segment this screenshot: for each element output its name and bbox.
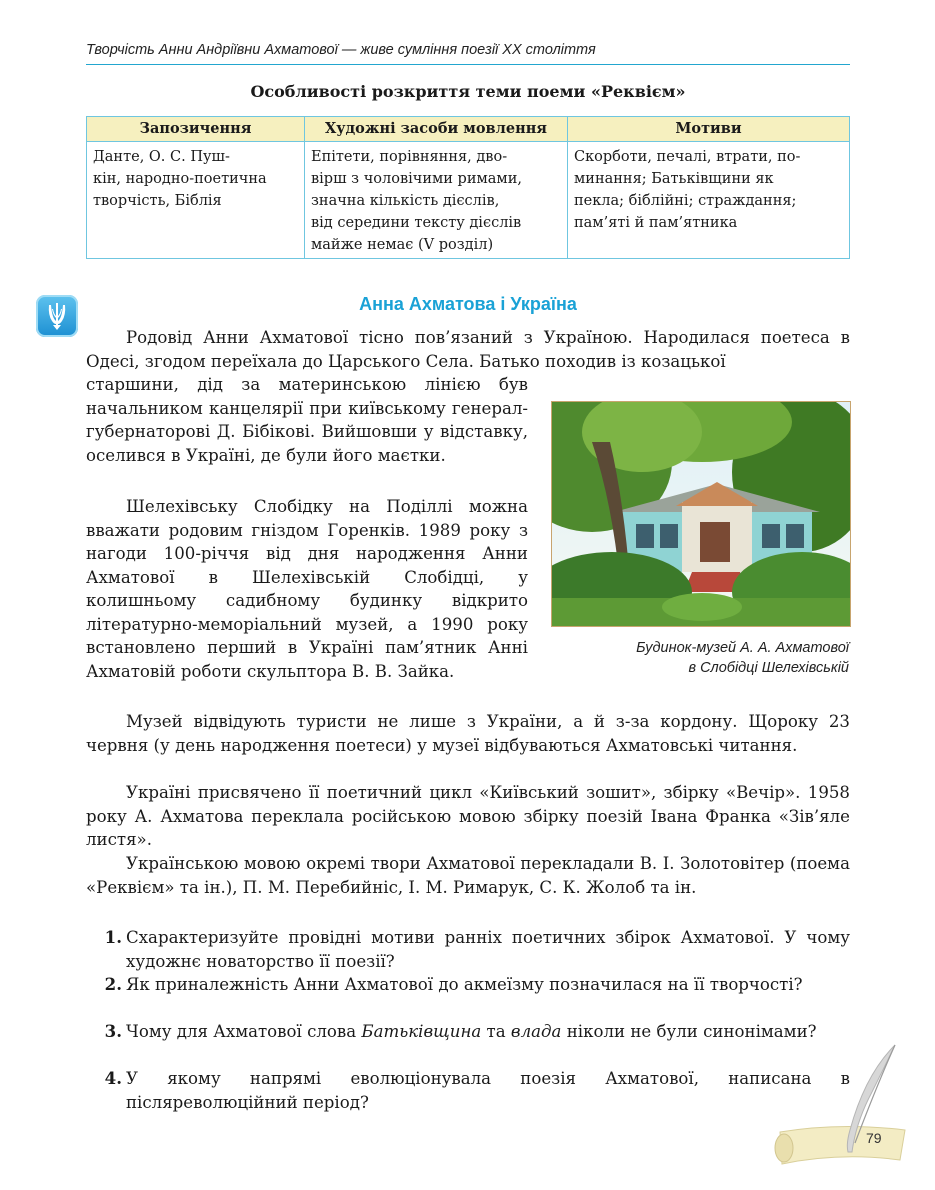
question-emphasis: влада xyxy=(510,1022,562,1041)
question-text-part: Чому для Ахматової слова xyxy=(126,1022,362,1041)
section-heading: Анна Ахматова і Україна xyxy=(359,294,577,314)
quill-scroll-icon xyxy=(770,1040,920,1170)
table-row xyxy=(87,142,850,259)
table-header-cell: Запозичення xyxy=(87,117,305,142)
paragraph-1: Родовід Анни Ахматової тісно пов’язаний з Україною. Народилася поетеса в Одесі, згодом переїхала до Царського Села. Батько походив із козацької xyxy=(86,328,850,371)
photo-caption xyxy=(551,638,849,678)
features-table xyxy=(86,116,850,259)
page-number: 79 xyxy=(866,1130,882,1146)
running-header: Творчість Анни Андріївни Ахматової — живе сумління поезії ХХ століття xyxy=(86,42,850,65)
photo-caption-line-2: в Слобідці Шелехівській xyxy=(688,660,849,676)
table-cell: Данте, О. С. Пуш- кін, народно-поетична творчість, Біблія xyxy=(87,142,305,259)
question-number: 2. xyxy=(104,974,122,994)
question-emphasis: Батьківщина xyxy=(361,1022,482,1041)
museum-house-photo xyxy=(551,401,851,627)
table-header-row xyxy=(87,117,850,142)
question-number: 3. xyxy=(104,1021,122,1041)
question-text xyxy=(126,1020,850,1044)
question-item xyxy=(100,926,850,973)
table-header-cell: Мотиви xyxy=(568,117,850,142)
question-text: Схарактеризуйте провідні мотиви ранніх поетичних збірок Ахматової. У чому художнє новаторство її поезії? xyxy=(126,928,850,971)
table-cell: Скорботи, печалі, втрати, по- минання; Батьківщини як пекла; біблійні; страждання; пам’яті й пам’ятника xyxy=(568,142,850,259)
paragraph-3: Музей відвідують туристи не лише з України, а й з-за кордону. Щороку 23 червня (у день народження поетеси) у музеї відбуваються Ахматовські читання. xyxy=(86,712,850,755)
question-text: Як приналежність Анни Ахматової до акмеїзму позначилася на її творчості? xyxy=(126,975,803,994)
question-item xyxy=(100,1067,850,1114)
table-header-cell: Художні засоби мовлення xyxy=(305,117,568,142)
question-number: 4. xyxy=(104,1068,122,1088)
question-text-part: ніколи не були синонімами? xyxy=(561,1022,817,1041)
question-item xyxy=(100,973,850,997)
question-text: У якому напрямі еволюціонувала поезія Ахматової, написана в післяреволюційний період? xyxy=(126,1069,850,1112)
table-title: Особливості розкриття теми поеми «Реквієм» xyxy=(250,82,686,101)
ukraine-trident-icon xyxy=(36,295,78,337)
photo-caption-line-1: Будинок-музей А. А. Ахматової xyxy=(636,640,849,656)
paragraph-4: Україні присвячено її поетичний цикл «Київський зошит», збірку «Вечір». 1958 року А. Ахматова переклала російською мовою збірку поезій Івана Франка «Зів’яле листя». xyxy=(86,783,850,849)
question-text-part: та xyxy=(481,1022,511,1041)
question-item xyxy=(100,1020,850,1044)
paragraph-5: Українською мовою окремі твори Ахматової перекладали В. І. Золотовітер (поема «Реквієм» та ін.), П. М. Перебийніс, І. М. Римарук, С. К. Жолоб та ін. xyxy=(86,854,850,897)
paragraph-1-continued: старшини, дід за материнською лінією був начальником канцелярії при київському генерал-губернаторові Д. Бібікові. Вийшовши у відставку, оселився в Україні, де були його маєтки. xyxy=(86,375,528,465)
paragraph-2: Шелехівську Слобідку на Поділлі можна вважати родовим гніздом Горенків. 1989 року з нагоди 100-річчя від дня народження Анни Ахматової в Шелехівській Слобідці, у колишньому садибному будинку відкрито літературно-меморіальний музей, а 1990 року встановлено перший в Україні пам’ятник Анні Ахматовій роботи скульптора В. В. Зайка. xyxy=(86,497,528,681)
question-number: 1. xyxy=(104,927,122,947)
table-cell: Епітети, порівняння, дво- вірш з чоловічими римами, значна кількість дієслів, від середини тексту дієслів майже немає (V розділ) xyxy=(305,142,568,259)
